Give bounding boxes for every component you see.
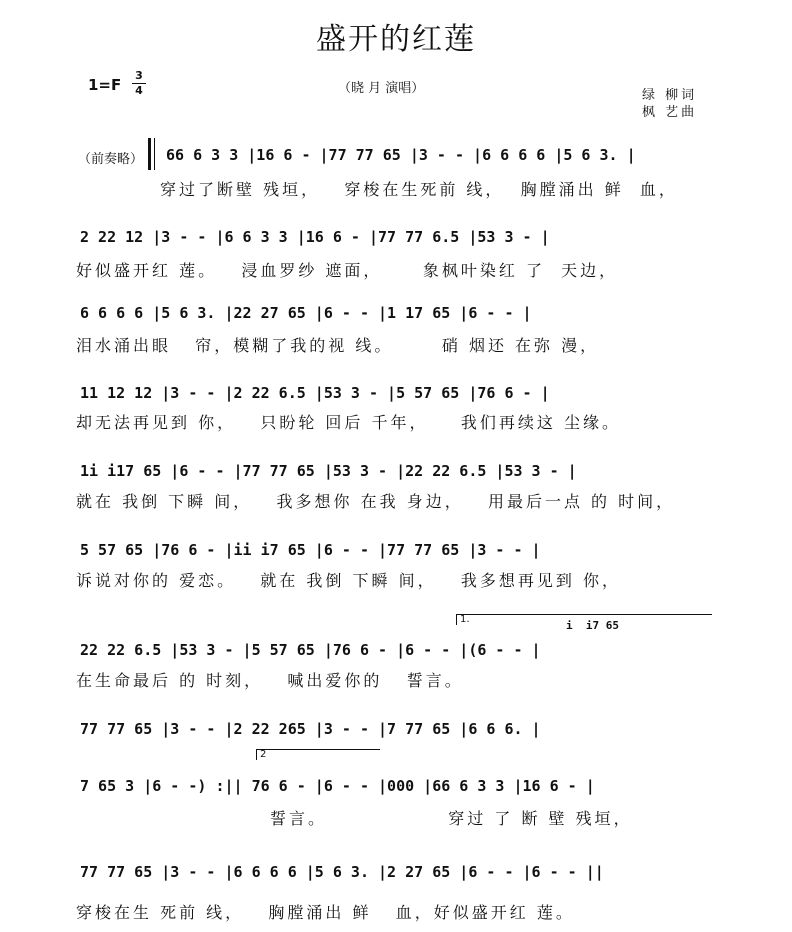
meter-numerator: 3 — [135, 69, 143, 82]
lyric-line: 却无法再见到 你， 只盼轮 回后 千年， 我们再续这 尘缘。 — [76, 413, 621, 432]
volta-2-bracket — [256, 749, 380, 760]
notation-line: 5 57 65 |76 6 - |ii i7 65 |6 - - |77 77 65 |3 - - | — [80, 541, 541, 559]
lyric-line: 誓言。 穿过 了 断 壁 残垣， — [270, 809, 633, 828]
volta-1-label: 1. — [460, 614, 470, 625]
notation-line: 7 65 3 |6 - -) :|| 76 6 - |6 - - |000 |66 6 3 3 |16 6 - | — [80, 777, 595, 795]
composer-credit: 枫 艺曲 — [642, 105, 698, 120]
notation-line: 1i i17 65 |6 - - |77 77 65 |53 3 - |22 22 6.5 |53 3 - | — [80, 462, 577, 480]
notation-line: 77 77 65 |3 - - |2 22 265 |3 - - |7 77 65 |6 6 6. | — [80, 720, 541, 738]
key-signature: 1=F — [88, 76, 122, 94]
repeat-start-thin — [154, 138, 155, 170]
lyric-line: 穿过了断壁 残垣， 穿梭在生死前 线， 胸膛涌出 鲜 血， — [160, 180, 678, 199]
notation-line: 22 22 6.5 |53 3 - |5 57 65 |76 6 - |6 - - |(6 - - | — [80, 641, 541, 659]
lyric-line: 穿梭在生 死前 线， 胸膛涌出 鲜 血，好似盛开红 莲。 — [76, 903, 575, 922]
lyricist-credit: 绿 柳词 — [642, 88, 698, 103]
volta-2-label: 2 — [260, 749, 267, 760]
lyric-line: 在生命最后 的 时刻， 喊出爱你的 誓言。 — [76, 671, 464, 690]
prelude-note: （前奏略） — [78, 152, 144, 167]
lyric-line: 就在 我倒 下瞬 间， 我多想你 在我 身边， 用最后一点 的 时间， — [76, 492, 676, 511]
time-signature — [132, 70, 146, 97]
lyric-line: 好似盛开红 莲。 浸血罗纱 遮面， 象枫叶染红 了 天边， — [76, 261, 619, 280]
notation-line: 66 6 3 3 |16 6 - |77 77 65 |3 - - |6 6 6 6 |5 6 3. | — [166, 146, 636, 164]
notation-line: 77 77 65 |3 - - |6 6 6 6 |5 6 3. |2 27 65 |6 - - |6 - - || — [80, 863, 604, 881]
repeat-start-thick — [148, 138, 151, 170]
lyric-line: 泪水涌出眼 帘，模糊了我的视 线。 硝 烟还 在弥 漫， — [76, 336, 600, 355]
notation-line: 11 12 12 |3 - - |2 22 6.5 |53 3 - |5 57 65 |76 6 - | — [80, 384, 550, 402]
cue-notes: i i7 65 — [566, 619, 619, 632]
song-title: 盛开的红莲 — [316, 22, 476, 57]
notation-line: 6 6 6 6 |5 6 3. |22 27 65 |6 - - |1 17 65 |6 - - | — [80, 304, 532, 322]
notation-line: 2 22 12 |3 - - |6 6 3 3 |16 6 - |77 77 6.5 |53 3 - | — [80, 228, 550, 246]
meter-denominator: 4 — [135, 84, 143, 97]
lyric-line: 诉说对你的 爱恋。 就在 我倒 下瞬 间， 我多想再见到 你， — [76, 571, 621, 590]
singer-credit: （晓 月 演唱） — [338, 81, 425, 96]
